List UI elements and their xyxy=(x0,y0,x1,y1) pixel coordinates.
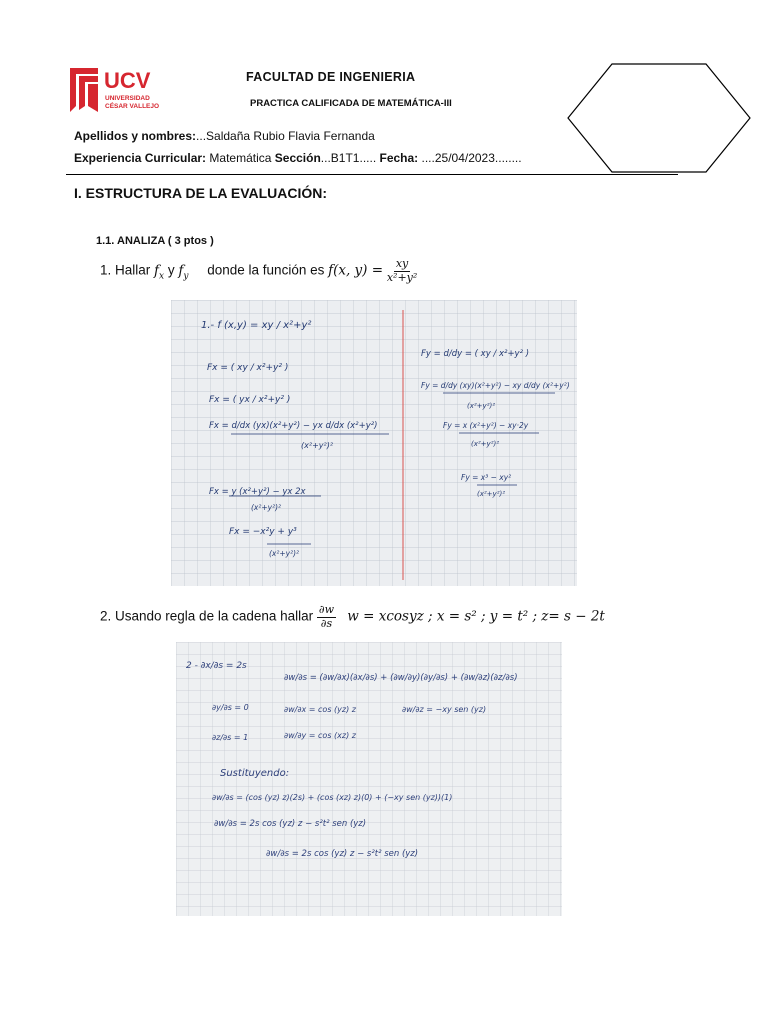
q1-fraction: $\frac{xy}{\text{x²+y²}}$ xyxy=(386,257,418,284)
ucv-logo xyxy=(68,66,168,116)
photo1-left-line-6: Fx = y (x²+y²) − yx 2x xyxy=(209,487,306,497)
photo1-left-line-5: (x²+y²)² xyxy=(301,441,334,450)
logo-line2: CÉSAR VALLEJO xyxy=(105,103,160,110)
q1-and: y xyxy=(167,262,179,278)
photo1-right-line-7: (x²+y²)² xyxy=(477,490,506,498)
photo2-line-7: ∂w/∂y = cos (xz) z xyxy=(284,731,356,740)
q2-fraction: $\frac{\partial w}{\partial s}$ xyxy=(318,603,335,630)
photo1-left-line-3: Fx = ( yx / x²+y² ) xyxy=(209,395,291,405)
faculty-title: FACULTAD DE INGENIERIA xyxy=(246,70,416,84)
photo2-line-8: Sustituyendo: xyxy=(220,768,290,779)
photo1-left-line-9: (x²+y²)² xyxy=(269,549,300,558)
q1-text-a: 1. Hallar xyxy=(100,262,155,278)
section-value: ...B1T1..... xyxy=(320,151,380,165)
q1-function: f(x, y) = xyxy=(328,262,384,279)
photo2-line-10: ∂w/∂s = 2s cos (yz) z − s²t² sen (yz) xyxy=(214,819,367,829)
grade-hexagon xyxy=(566,62,752,174)
photo2-line-9: ∂w/∂s = (cos (yz) z)(2s) + (cos (xz) z)(0) + (−xy sen (yz))(1) xyxy=(212,793,453,802)
q1-fx: $f_x$ xyxy=(154,262,165,282)
photo2-line-1: 2 - ∂x/∂s = 2s xyxy=(186,661,247,671)
photo2-line-5: ∂w/∂z = −xy sen (yz) xyxy=(402,705,487,714)
subsection-title: 1.1. ANALIZA ( 3 ptos ) xyxy=(96,235,214,247)
section-title: I. ESTRUCTURA DE LA EVALUACIÓN: xyxy=(74,185,328,201)
photo1-left-line-7: (x²+y²)² xyxy=(251,503,282,512)
photo1-left-line-8: Fx = −x²y + y³ xyxy=(229,527,297,537)
date-label: Fecha: xyxy=(379,151,419,165)
section-label: Sección xyxy=(274,151,321,165)
photo1-left-line-4: Fx = d/dx (yx)(x²+y²) − yx d/dx (x²+y²) xyxy=(209,421,378,431)
q1-text-b: donde la función es xyxy=(207,262,329,278)
photo1-left-line-2: Fx = ( xy / x²+y² ) xyxy=(207,363,289,373)
photo2-line-4: ∂w/∂x = cos (yz) z xyxy=(284,705,356,714)
logo-line1: UNIVERSIDAD xyxy=(105,95,150,102)
photo1-left-line-1: 1.- f (x,y) = xy / x²+y² xyxy=(201,320,312,331)
course-line xyxy=(74,151,522,165)
photo1-right-line-4: Fy = x (x²+y²) − xy·2y xyxy=(443,421,529,430)
answer-photo-2 xyxy=(176,642,562,916)
photo2-line-2: ∂w/∂s = (∂w/∂x)(∂x/∂s) + (∂w/∂y)(∂y/∂s) + (∂w/∂z)(∂z/∂s) xyxy=(284,673,518,683)
logo-name: UCV xyxy=(104,68,151,93)
name-label: Apellidos y nombres: xyxy=(74,129,197,143)
name-value: ...Saldaña Rubio Flavia Fernanda xyxy=(196,129,375,143)
student-name-line xyxy=(74,129,375,143)
exam-title: PRACTICA CALIFICADA DE MATEMÁTICA-III xyxy=(250,98,452,109)
question-1 xyxy=(100,258,417,284)
course-value: Matemática xyxy=(206,151,275,165)
photo1-right-line-2: Fy = d/dy (xy)(x²+y²) − xy d/dy (x²+y²) xyxy=(421,381,570,390)
photo2-line-11: ∂w/∂s = 2s cos (yz) z − s²t² sen (yz) xyxy=(266,849,419,859)
course-label: Experiencia Curricular: xyxy=(74,151,207,165)
q2-definitions: w = xcosyz ; x = s² ; y = t² ; z= s − 2t xyxy=(347,608,605,625)
q1-fy: $f_y$ xyxy=(178,262,189,282)
header-divider xyxy=(66,174,678,175)
question-2 xyxy=(100,604,605,630)
photo1-right-line-1: Fy = d/dy = ( xy / x²+y² ) xyxy=(421,349,530,359)
photo1-right-line-5: (x²+y²)² xyxy=(471,440,500,448)
photo1-right-line-6: Fy = x³ − xy² xyxy=(461,473,512,482)
photo2-line-3: ∂y/∂s = 0 xyxy=(212,703,249,712)
date-value: ....25/04/2023........ xyxy=(418,151,522,165)
answer-photo-1 xyxy=(171,300,577,586)
q2-text-a: 2. Usando regla de la cadena hallar xyxy=(100,608,317,624)
photo2-line-6: ∂z/∂s = 1 xyxy=(212,733,249,742)
photo1-right-line-3: (x²+y²)² xyxy=(467,402,496,410)
ucv-shield-icon xyxy=(70,68,98,112)
